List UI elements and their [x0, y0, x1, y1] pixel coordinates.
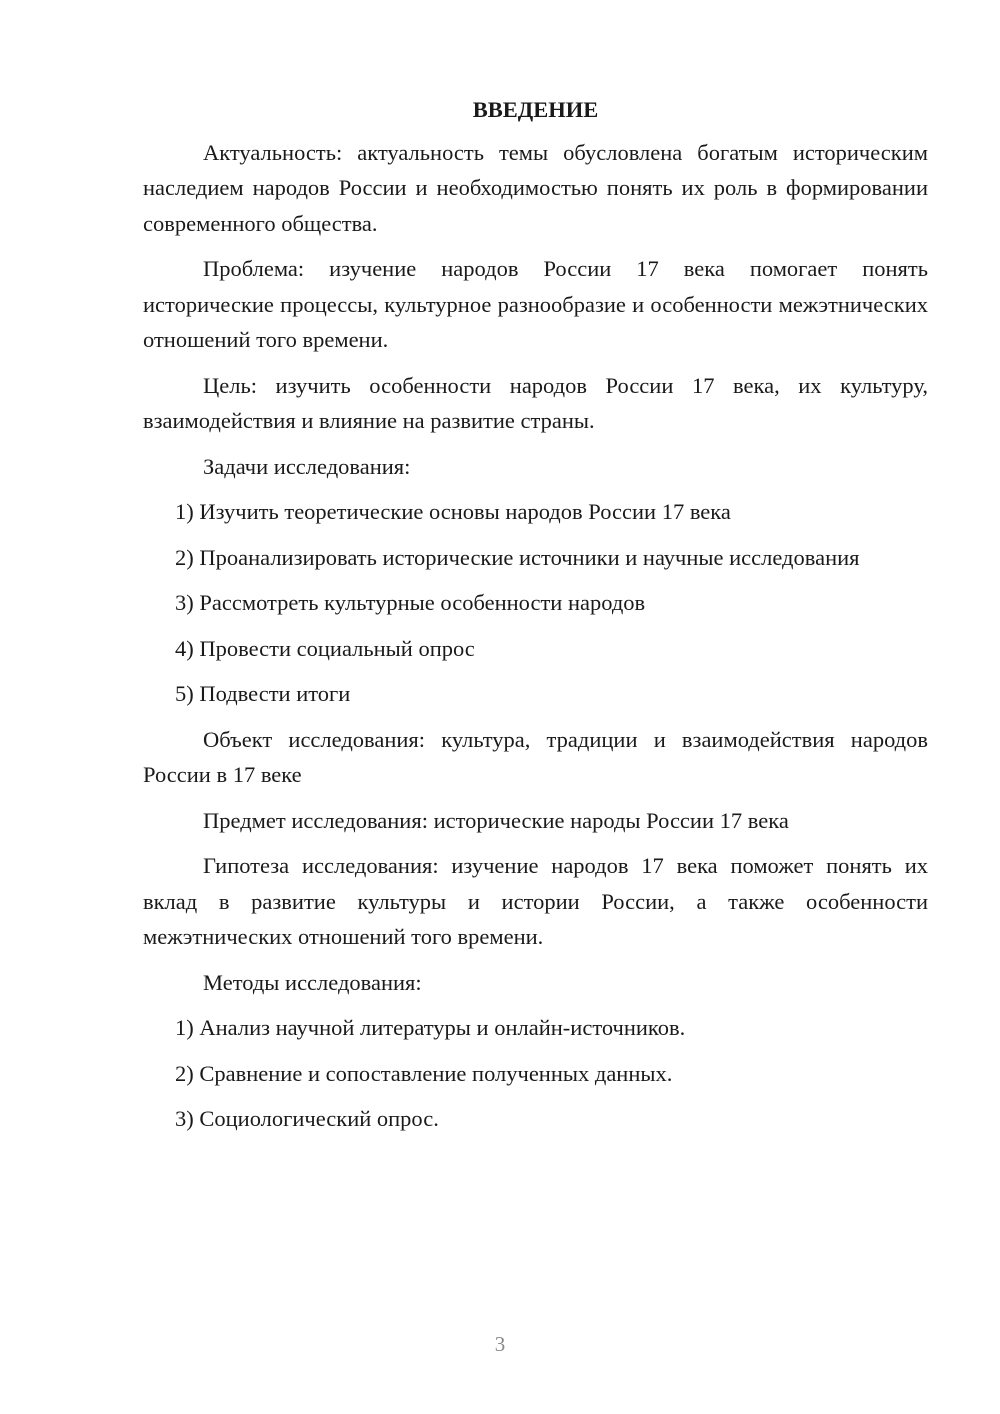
- method-item: 2) Сравнение и сопоставление полученных данных.: [175, 1060, 673, 1086]
- methods-heading: Методы исследования:: [203, 969, 422, 995]
- tasks-heading: Задачи исследования:: [203, 453, 411, 479]
- hypothesis-paragraph: Гипотеза исследования: изучение народов 17 века поможет понять их вклад в развитие культуры и истории России, а также особенности межэтнических отношений того времени.: [143, 853, 928, 949]
- task-item: 4) Провести социальный опрос: [175, 635, 475, 661]
- method-item: 3) Социологический опрос.: [175, 1106, 439, 1131]
- object-paragraph: Объект исследования: культура, традиции и взаимодействия народов России в 17 веке: [143, 726, 928, 787]
- method-item: 1) Анализ научной литературы и онлайн-источников.: [175, 1015, 686, 1040]
- task-item: 1) Изучить теоретические основы народов России 17 века: [175, 499, 731, 524]
- problem-paragraph: Проблема: изучение народов России 17 века помогает понять исторические процессы, культурное разнообразие и особенности межэтнических отношений того времени.: [143, 256, 928, 352]
- goal-paragraph: Цель: изучить особенности народов России 17 века, их культуру, взаимодействия и влияние на развитие страны.: [143, 372, 928, 433]
- task-item: 3) Рассмотреть культурные особенности народов: [175, 590, 646, 615]
- task-item: 2) Проанализировать исторические источники и научные исследования: [175, 544, 860, 570]
- task-item: 5) Подвести итоги: [175, 681, 351, 706]
- relevance-paragraph: Актуальность: актуальность темы обусловлена богатым историческим наследием народов России и необходимостью понять их роль в формировании современного общества.: [143, 139, 928, 236]
- page-title: ВВЕДЕНИЕ: [472, 97, 599, 122]
- document-body: [143, 92, 928, 1147]
- subject-paragraph: Предмет исследования: исторические народы России 17 века: [203, 807, 789, 833]
- page-number: 3: [494, 1332, 506, 1356]
